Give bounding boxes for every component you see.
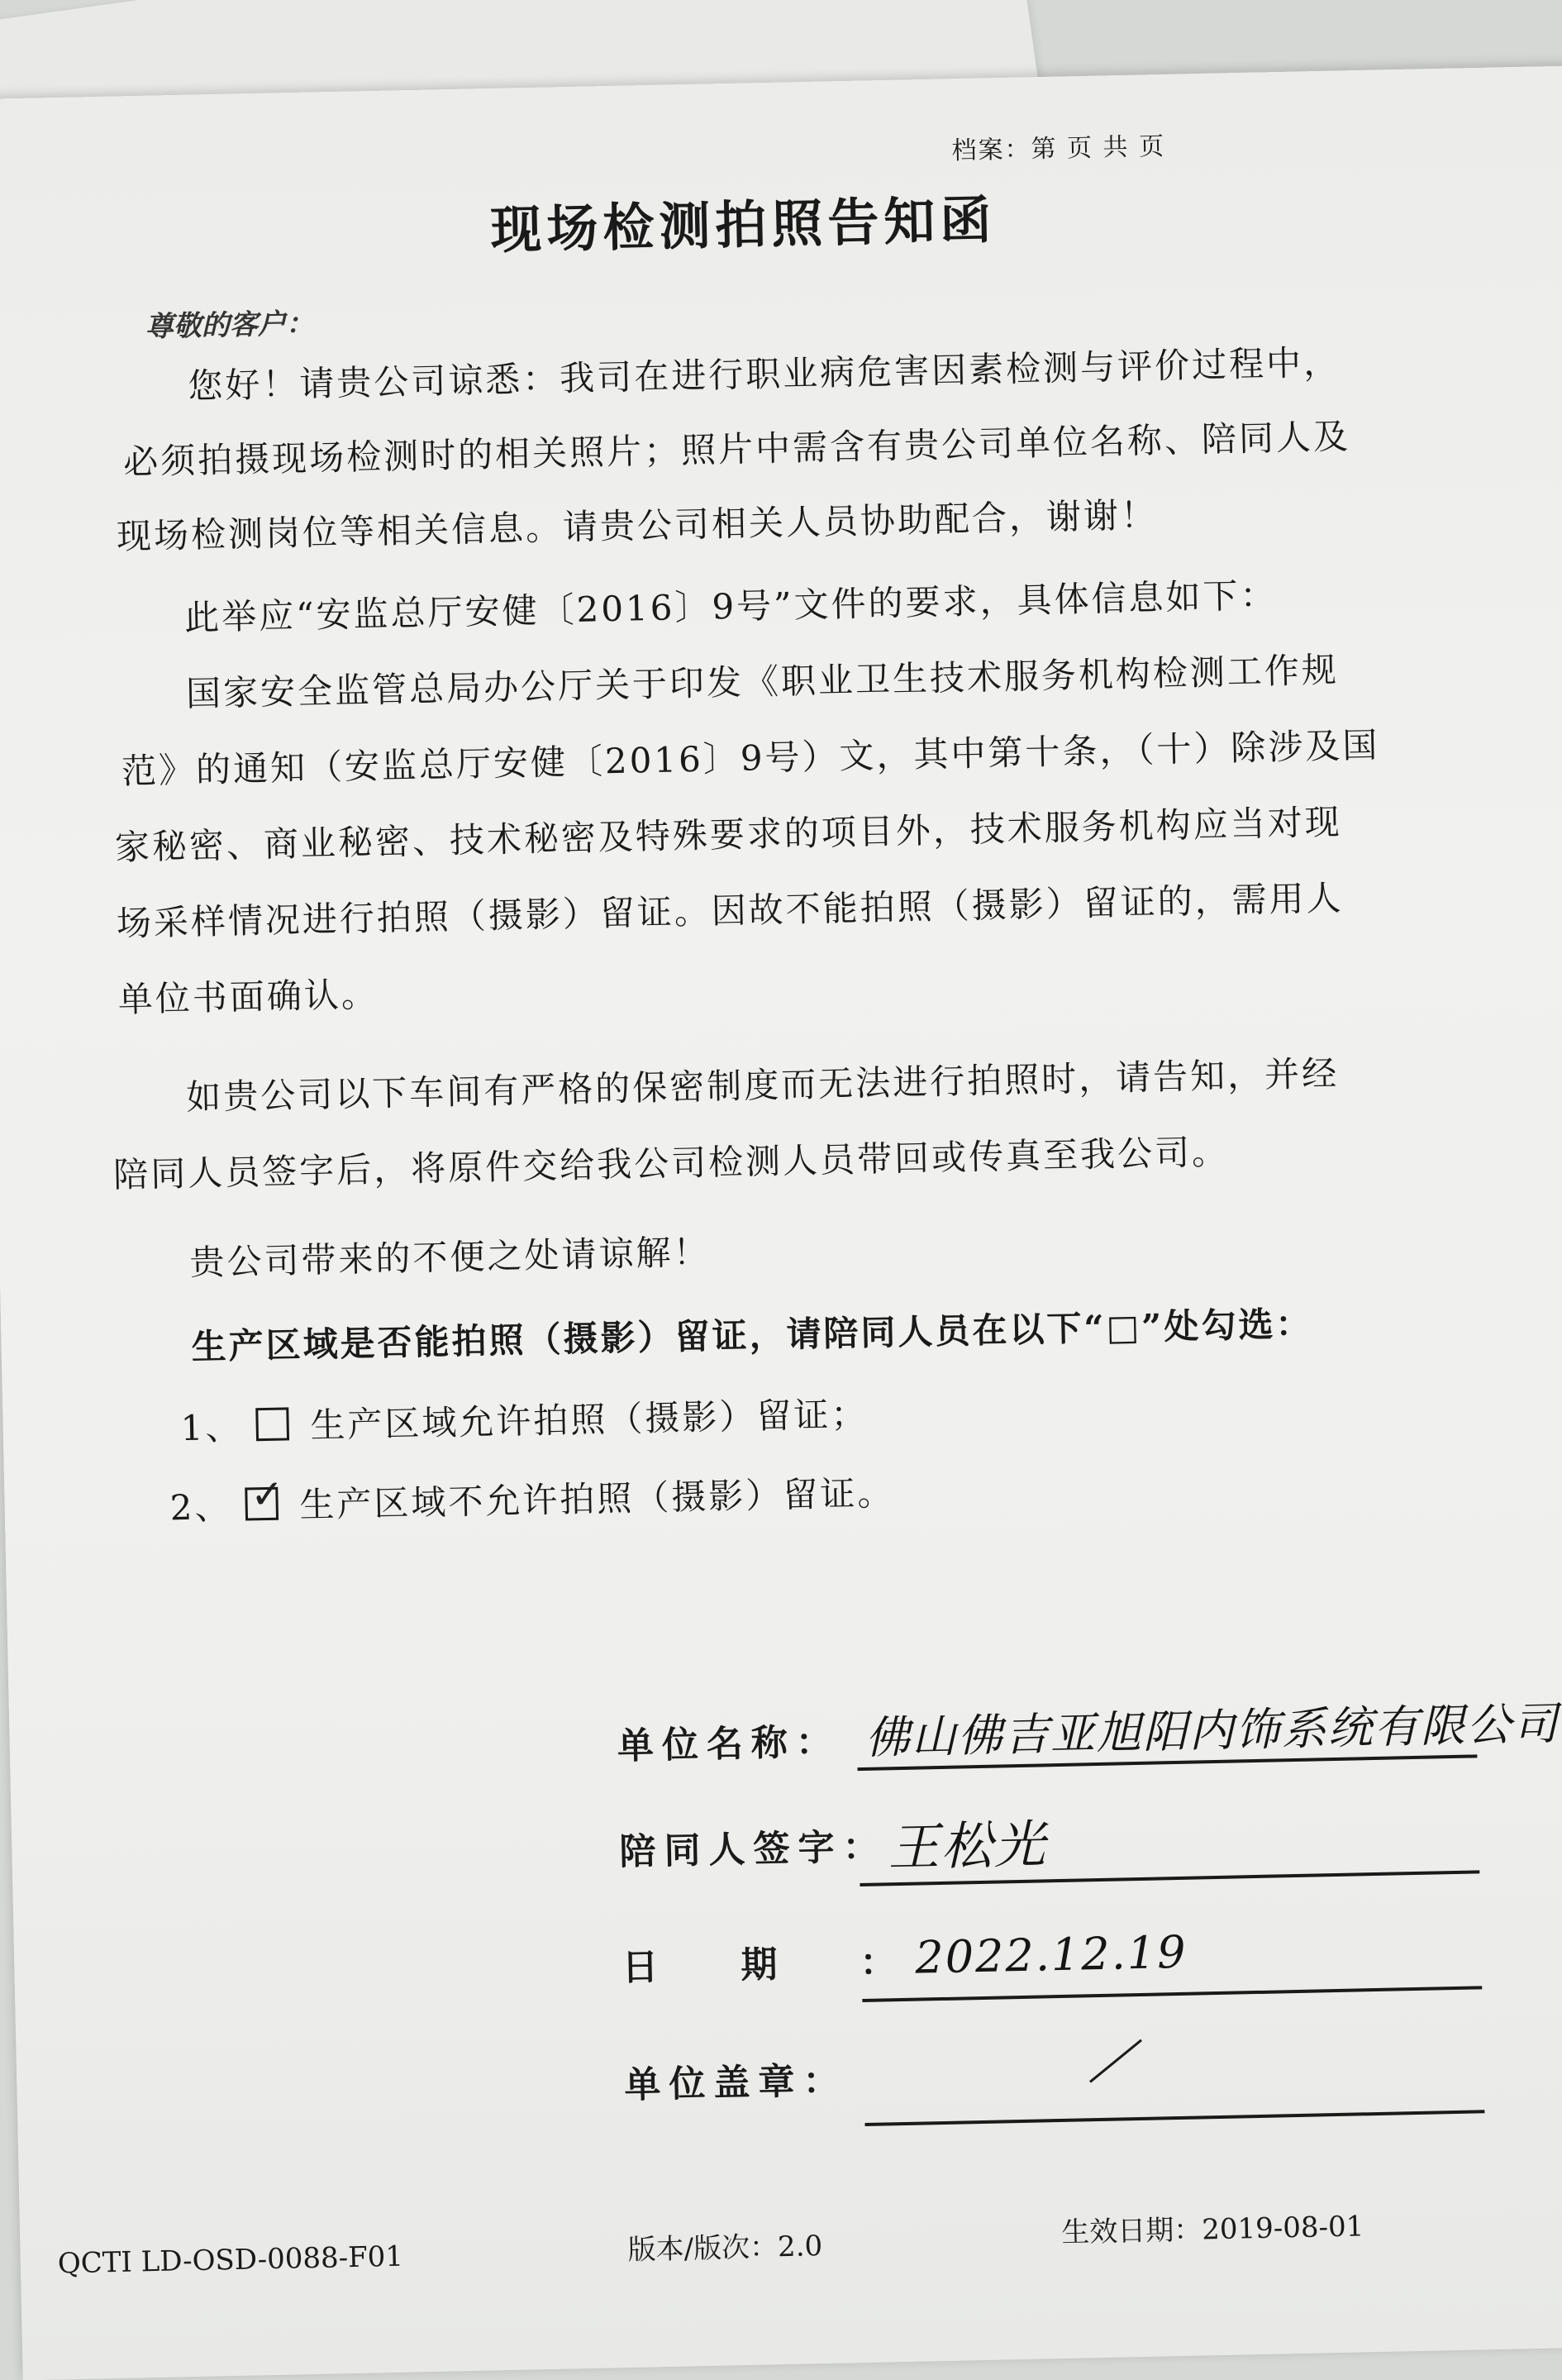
- paragraph-3-line-3: 家秘密、商业秘密、技术秘密及特殊要求的项目外，技术服务机构应当对现: [114, 801, 1343, 868]
- company-seal-label: 单位盖章：: [623, 2059, 848, 2107]
- paragraph-3-line-1: 国家安全监管总局办公厅关于印发《职业卫生技术服务机构检测工作规: [185, 649, 1340, 714]
- paragraph-3-line-4: 场采样情况进行拍照（摄影）留证。因故不能拍照（摄影）留证的，需用人: [116, 877, 1345, 944]
- paragraph-4-line-2: 陪同人员签字后，将原件交给我公司检测人员带回或传真至我公司。: [112, 1131, 1230, 1195]
- option-row-disallow: [169, 1466, 895, 1530]
- date-line: [862, 1986, 1482, 2002]
- paragraph-3-line-5: 单位书面确认。: [117, 974, 379, 1020]
- companion-signature-label: 陪同人签字：: [619, 1825, 888, 1874]
- seal-slash-mark: [1089, 2039, 1142, 2083]
- company-name-label: 单位名称：: [617, 1720, 841, 1768]
- option-label: 生产区域不允许拍照（摄影）留证。: [298, 1472, 895, 1526]
- effective-date: 生效日期：2019-08-01: [1060, 2210, 1364, 2250]
- company-name-handwritten[interactable]: 佛山佛吉亚旭阳内饰系统有限公司: [864, 1697, 1560, 1764]
- photo-permission-question: 生产区域是否能拍照（摄影）留证，请陪同人员在以下“□”处勾选：: [191, 1303, 1313, 1367]
- companion-signature-handwritten[interactable]: 王松光: [887, 1814, 1048, 1878]
- salutation: 尊敬的客户：: [145, 307, 315, 344]
- company-seal-line: [865, 2110, 1485, 2126]
- option-number: 2、: [169, 1486, 232, 1529]
- version-info: 版本/版次：2.0: [627, 2230, 823, 2268]
- document-code: QCTI LD-OSD-0088-F01: [57, 2239, 404, 2281]
- paragraph-1-line-3: 现场检测岗位等相关信息。请贵公司相关人员协助配合，谢谢！: [116, 494, 1159, 557]
- notice-document: [0, 65, 1562, 2380]
- paragraph-1-line-2: 必须拍摄现场检测时的相关照片；照片中需含有贵公司单位名称、陪同人及: [122, 416, 1351, 483]
- allow-photo-checkbox[interactable]: [255, 1407, 289, 1441]
- paragraph-5: 贵公司带来的不便之处请谅解！: [189, 1231, 711, 1283]
- option-number: 1、: [180, 1406, 243, 1449]
- date-handwritten[interactable]: 2022.12.19: [914, 1925, 1188, 1984]
- paragraph-4-line-1: 如贵公司以下车间有严格的保密制度而无法进行拍照时，请告知，并经: [185, 1052, 1340, 1118]
- paragraph-3-line-2: 范》的通知（安监总厅安健〔2016〕9号）文，其中第十条，（十）除涉及国: [121, 724, 1380, 792]
- paragraph-2: 此举应“安监总厅安健〔2016〕9号”文件的要求，具体信息如下：: [183, 575, 1278, 638]
- document-title: 现场检测拍照告知函: [489, 189, 998, 260]
- check-mark-icon: ✓: [250, 1471, 287, 1519]
- archive-page-label: 档案：第 页 共 页: [951, 131, 1166, 166]
- date-label: 日 期 ：: [621, 1940, 920, 1990]
- paragraph-1-line-1: 您好！请贵公司谅悉：我司在进行职业病危害因素检测与评价过程中，: [187, 341, 1341, 407]
- option-row-allow: [180, 1387, 869, 1451]
- option-label: 生产区域允许拍照（摄影）留证；: [309, 1393, 869, 1446]
- disallow-photo-checkbox[interactable]: [245, 1471, 287, 1521]
